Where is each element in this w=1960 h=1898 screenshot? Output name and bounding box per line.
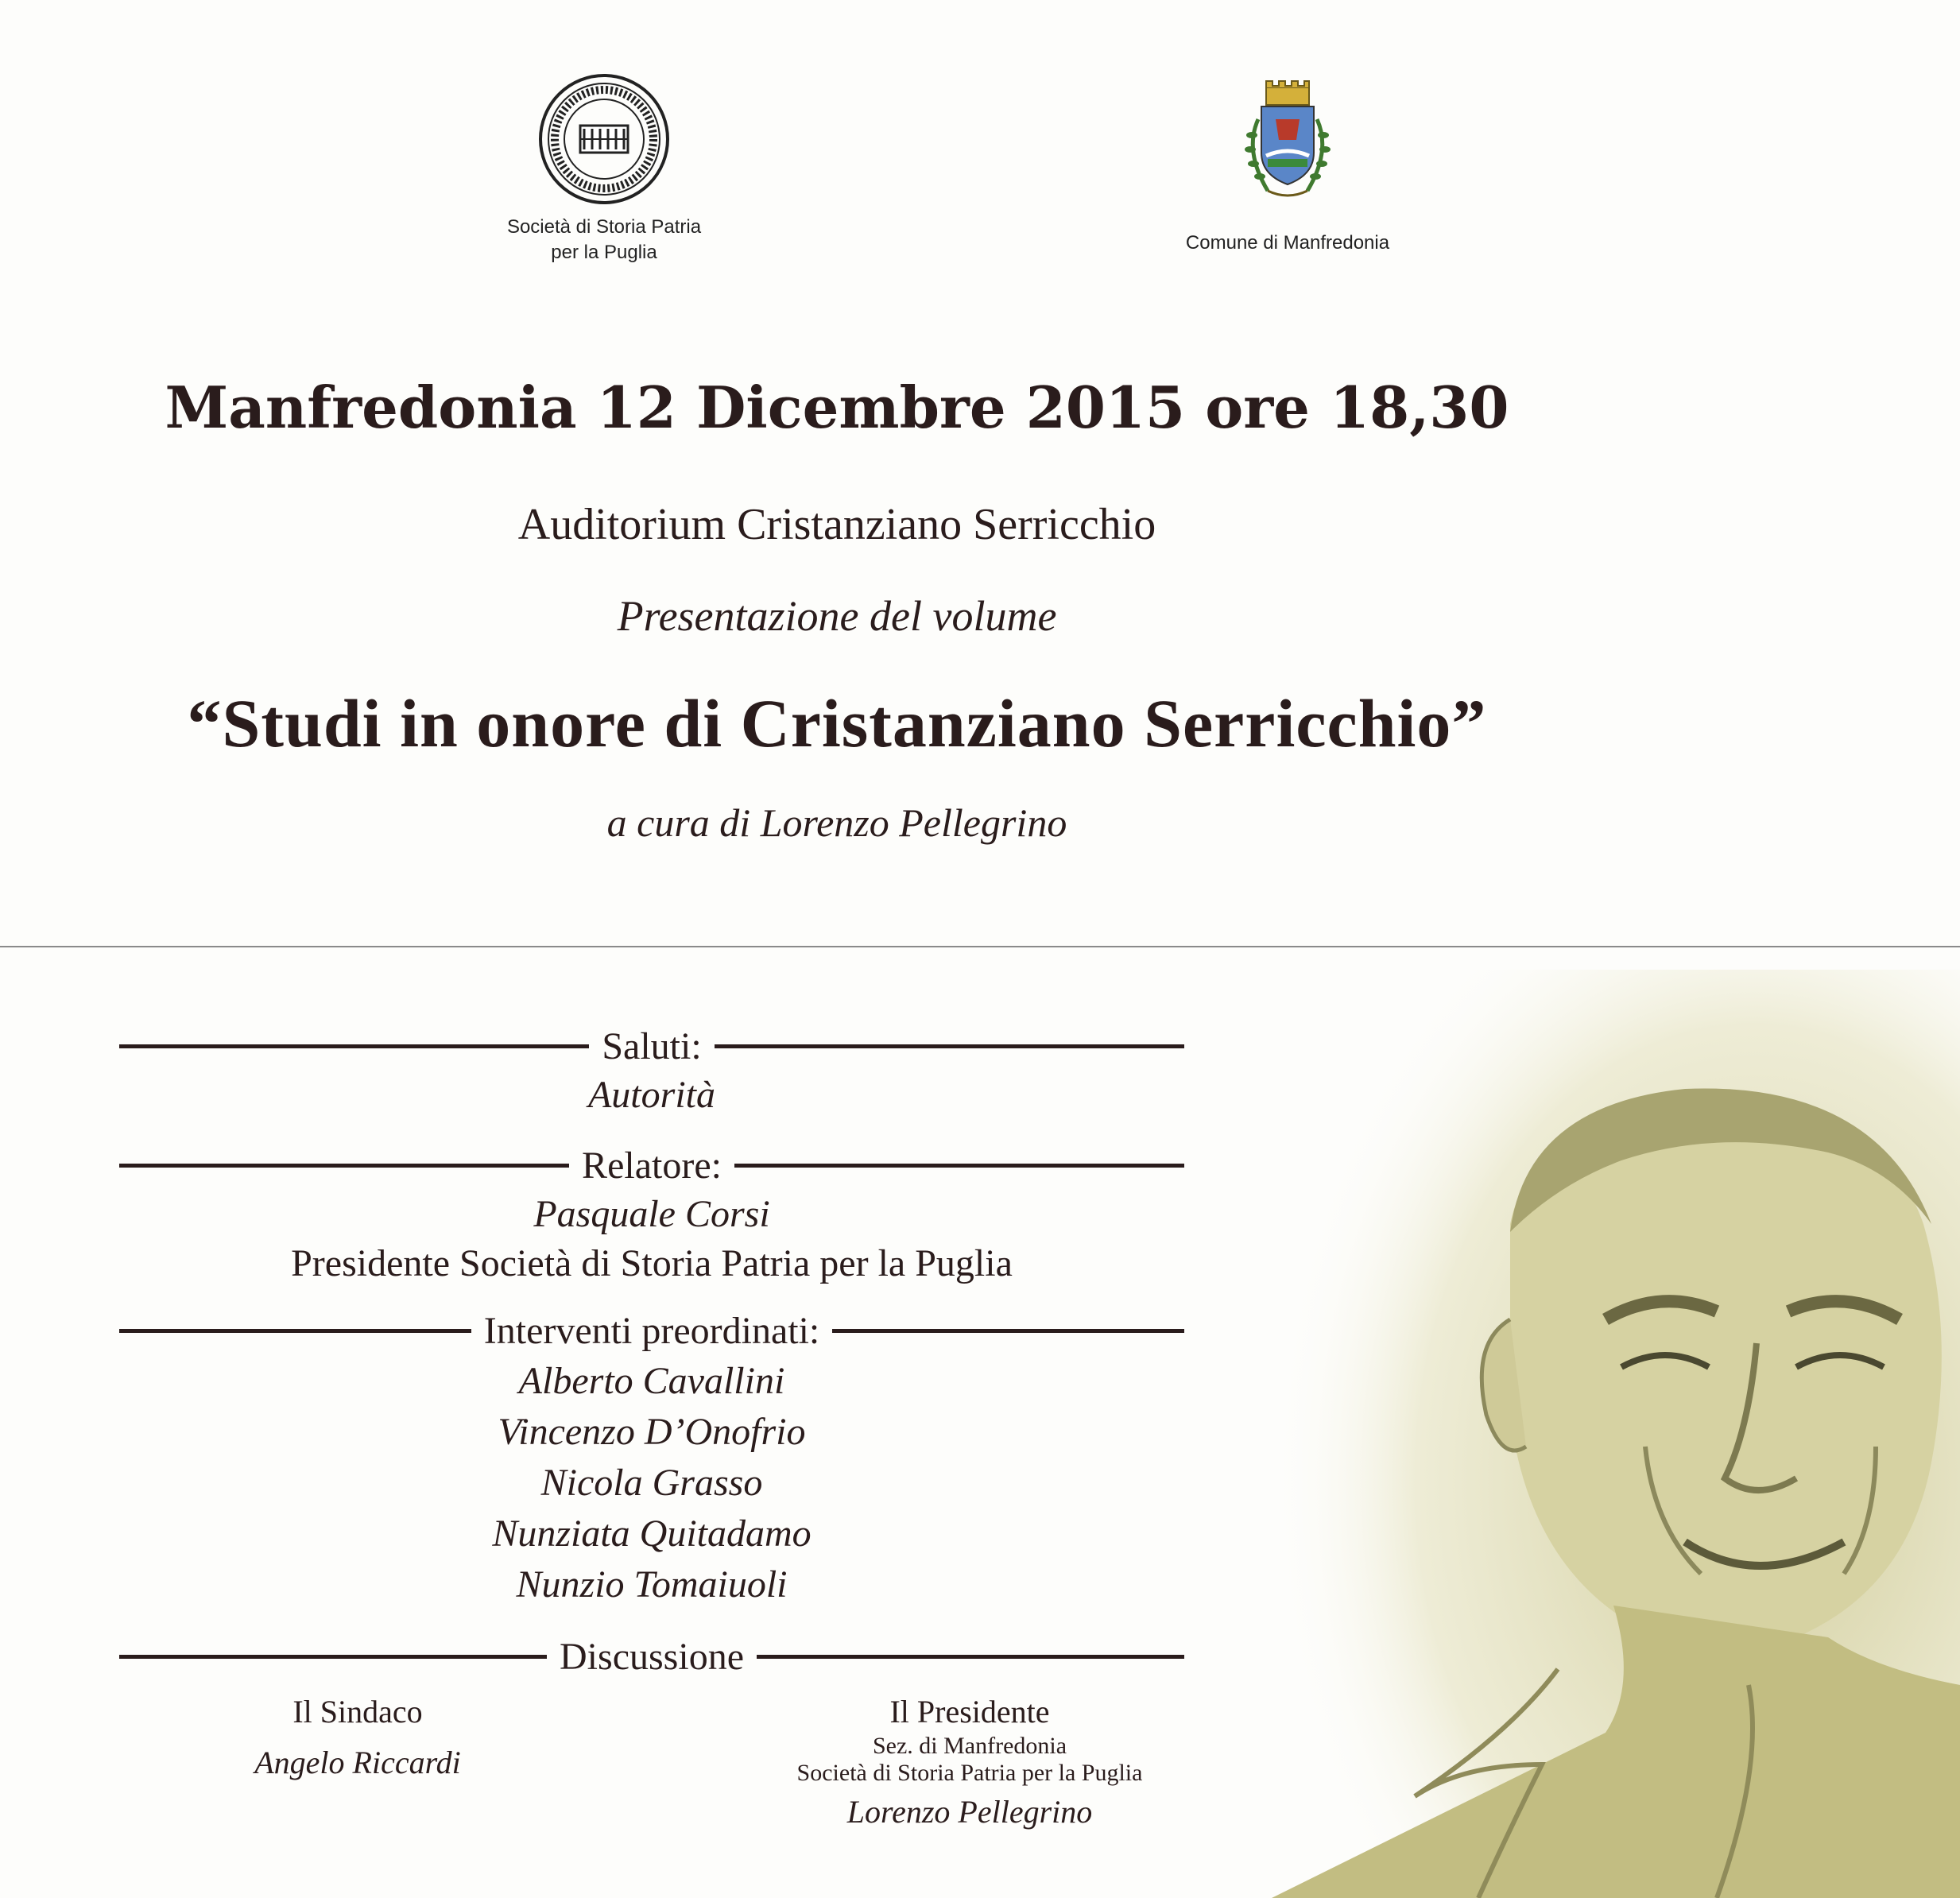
section-rule-right	[832, 1329, 1184, 1333]
section-rule-left	[119, 1044, 589, 1048]
signature-president-title: Il Presidente	[889, 1694, 1050, 1730]
book-title: “Studi in onore di Cristanziano Serricchio”	[187, 685, 1487, 761]
section-rule-left	[119, 1329, 471, 1333]
municipal-crest-icon	[1228, 79, 1347, 207]
society-caption	[445, 215, 763, 265]
section-rule-right	[715, 1044, 1184, 1048]
fold-divider	[0, 946, 1960, 947]
section-heading-saluti: Saluti:	[602, 1025, 702, 1067]
signature-mayor-title: Il Sindaco	[292, 1694, 423, 1730]
section-rule-left	[119, 1164, 569, 1168]
speaker-name: Vincenzo D’Onofrio	[498, 1411, 806, 1453]
portrait-illustration	[1272, 970, 1960, 1898]
speaker-name: Nunzio Tomaiuoli	[516, 1563, 788, 1606]
speaker-name: Nicola Grasso	[540, 1462, 763, 1504]
book-curator: a cura di Lorenzo Pellegrino	[606, 800, 1067, 845]
section-rule-right	[757, 1655, 1184, 1659]
relatore-role: Presidente Società di Storia Patria per la Puglia	[291, 1242, 1013, 1284]
society-caption-line1: Società di Storia Patria	[506, 216, 702, 238]
section-heading-relatore: Relatore:	[582, 1144, 722, 1187]
signature-president	[715, 1691, 1224, 1833]
signature-president-society: Società di Storia Patria per la Puglia	[796, 1760, 1143, 1786]
event-date-line: Manfredonia 12 Dicembre 2015 ore 18,30	[165, 374, 1509, 441]
society-logo	[445, 72, 763, 265]
presentation-label: Presentazione del volume	[617, 592, 1057, 640]
signature-mayor	[175, 1691, 540, 1784]
section-rule-right	[734, 1164, 1184, 1168]
event-venue: Auditorium Cristanziano Serricchio	[517, 500, 1156, 549]
speaker-name: Nunziata Quitadamo	[492, 1513, 812, 1555]
section-relatore	[119, 1141, 1184, 1189]
section-discussione	[119, 1633, 1184, 1680]
signature-mayor-name: Angelo Riccardi	[254, 1745, 461, 1780]
speaker-name: Alberto Cavallini	[518, 1360, 785, 1402]
section-saluti	[119, 1022, 1184, 1070]
signature-president-section: Sez. di Manfredonia	[872, 1733, 1067, 1759]
section-interventi	[119, 1307, 1184, 1354]
section-heading-interventi: Interventi preordinati:	[483, 1309, 820, 1352]
society-caption-line2: per la Puglia	[551, 242, 657, 263]
municipality-logo	[1129, 72, 1447, 256]
signature-president-name: Lorenzo Pellegrino	[846, 1794, 1093, 1830]
relatore-name: Pasquale Corsi	[533, 1193, 770, 1235]
municipality-caption: Comune di Manfredonia	[1185, 232, 1390, 254]
section-rule-left	[119, 1655, 547, 1659]
section-heading-discussione: Discussione	[560, 1635, 744, 1678]
society-seal-icon	[536, 72, 672, 207]
saluti-item: Autorità	[587, 1074, 715, 1116]
